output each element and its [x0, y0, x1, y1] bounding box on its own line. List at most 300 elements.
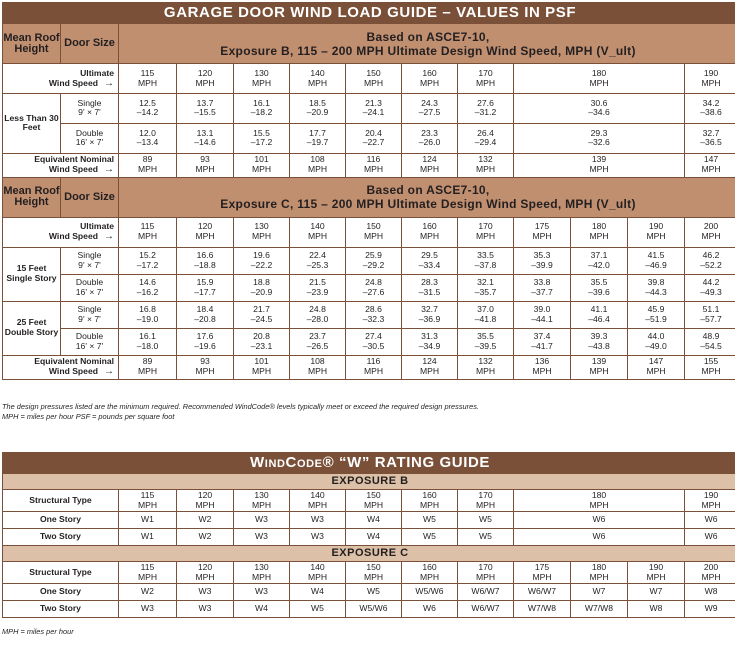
positive-pressure: 35.3 — [533, 249, 551, 260]
positive-pressure: 35.5 — [477, 330, 494, 341]
pressure-cell — [346, 274, 402, 301]
pressure-cell — [571, 247, 628, 274]
equivalent-speed-cell — [234, 153, 290, 177]
positive-pressure: 15.9 — [196, 276, 214, 287]
speed-value: 115 — [140, 221, 155, 232]
w-rating-value: W7/W8 — [584, 603, 614, 614]
speed-header-cell — [119, 217, 177, 247]
mean-roof-height-label: Mean Roof Height — [3, 31, 60, 55]
negative-pressure: –49.3 — [700, 286, 722, 297]
speed-value: 115 — [140, 561, 155, 572]
equiv-speed-value: 136 — [534, 356, 550, 367]
equiv-label-line1: Equivalent Nominal — [34, 154, 114, 165]
w-rating-cell — [290, 529, 346, 546]
speed-value: 150 — [366, 221, 381, 232]
speed-unit: MPH — [419, 366, 440, 377]
speed-value: 180 — [591, 221, 607, 232]
positive-pressure: 37.1 — [590, 249, 608, 260]
speed-header-cell — [402, 64, 458, 94]
speed-value: 150 — [366, 489, 381, 500]
speed-header-cell — [514, 217, 571, 247]
structure-name: Two Story — [40, 531, 81, 542]
speed-header-cell — [571, 562, 628, 584]
mean-roof-height-header — [3, 177, 61, 217]
pressure-cell — [685, 247, 735, 274]
positive-pressure: 32.7 — [702, 127, 720, 138]
speed-unit: MPH — [701, 231, 721, 242]
w-rating-value: W6/W7 — [527, 586, 557, 597]
pressure-cell — [177, 301, 234, 328]
speed-header-cell — [177, 490, 234, 512]
speed-value: 190 — [648, 561, 664, 572]
negative-pressure: –14.6 — [194, 137, 216, 148]
pressure-cell — [177, 94, 234, 124]
negative-pressure: –20.8 — [194, 313, 216, 324]
w-rating-cell — [234, 512, 290, 529]
basis-header — [119, 24, 735, 64]
positive-pressure: 33.5 — [477, 249, 494, 260]
pressure-cell — [290, 247, 346, 274]
positive-pressure: 33.8 — [533, 276, 551, 287]
w-rating-cell — [234, 584, 290, 601]
speed-unit: MPH — [195, 77, 215, 88]
speed-header-cell — [177, 64, 234, 94]
speed-unit: MPH — [475, 571, 496, 582]
negative-pressure: –27.6 — [362, 286, 385, 297]
roof-height-cell — [3, 94, 61, 154]
speed-unit: MPH — [251, 231, 272, 242]
positive-pressure: 21.5 — [309, 276, 326, 287]
speed-value: 180 — [591, 561, 607, 572]
structural-type-label: Structural Type — [29, 566, 92, 577]
negative-pressure: –43.8 — [588, 340, 610, 351]
structural-type-header — [3, 562, 119, 584]
positive-pressure: 15.5 — [253, 127, 270, 138]
speed-header-cell — [402, 562, 458, 584]
negative-pressure: –26.5 — [306, 340, 329, 351]
w-rating-cell — [290, 512, 346, 529]
speed-unit: MPH — [137, 571, 158, 582]
negative-pressure: –25.3 — [306, 259, 329, 270]
speed-value: 115 — [140, 67, 155, 78]
w-rating-value: W2 — [198, 514, 212, 525]
w-rating-cell — [346, 601, 402, 618]
w-rating-value: W5 — [311, 603, 324, 614]
speed-unit: MPH — [532, 571, 552, 582]
door-dimensions: 9' × 7' — [78, 313, 101, 324]
negative-pressure: –46.4 — [588, 313, 610, 324]
wind-load-guide-table — [2, 2, 735, 380]
pressure-cell — [685, 94, 735, 124]
positive-pressure: 13.1 — [196, 127, 214, 138]
equivalent-speed-cell — [685, 355, 735, 379]
equiv-speed-value: 155 — [703, 356, 719, 367]
pressure-cell — [234, 274, 290, 301]
positive-pressure: 18.4 — [196, 303, 214, 314]
equivalent-speed-cell — [119, 355, 177, 379]
speed-unit: MPH — [532, 366, 552, 377]
speed-value: 170 — [478, 67, 493, 78]
door-dimensions: 9' × 7' — [78, 259, 101, 270]
speed-unit: MPH — [195, 231, 215, 242]
equivalent-speed-cell — [628, 355, 685, 379]
speed-value: 130 — [254, 221, 269, 232]
arrow-right-icon: → — [104, 231, 114, 243]
equiv-speed-value: 101 — [254, 154, 269, 165]
w-rating-cell — [290, 601, 346, 618]
door-type: Single — [77, 97, 102, 108]
roof-height-label: 15 Feet Single Story — [6, 263, 57, 284]
negative-pressure: –16.2 — [136, 286, 159, 297]
pressure-cell — [514, 94, 685, 124]
negative-pressure: –52.2 — [700, 259, 722, 270]
positive-pressure: 51.1 — [702, 303, 720, 314]
speed-unit: MPH — [251, 499, 272, 510]
ultimate-label-line2: Wind Speed — [48, 77, 98, 88]
equiv-speed-value: 139 — [591, 154, 607, 165]
negative-pressure: –22.7 — [362, 137, 385, 148]
pressure-cell — [119, 123, 177, 153]
speed-unit: MPH — [363, 366, 384, 377]
speed-unit: MPH — [251, 77, 272, 88]
speed-header-cell — [290, 562, 346, 584]
negative-pressure: –42.0 — [588, 259, 610, 270]
positive-pressure: 16.1 — [253, 97, 270, 108]
equivalent-nominal-label — [3, 153, 119, 177]
negative-pressure: –13.4 — [136, 137, 159, 148]
w-rating-value: W8 — [704, 586, 718, 597]
w-rating-value: W3 — [141, 603, 154, 614]
speed-unit: MPH — [475, 164, 496, 175]
speed-header-cell — [685, 562, 735, 584]
w-rating-cell — [458, 601, 514, 618]
door-type: Double — [75, 330, 104, 341]
speed-unit: MPH — [589, 499, 609, 510]
speed-value: 200 — [703, 221, 719, 232]
w-rating-cell — [119, 584, 177, 601]
pressure-cell — [514, 247, 571, 274]
speed-value: 130 — [254, 561, 269, 572]
speed-header-cell — [177, 217, 234, 247]
pressure-cell — [290, 274, 346, 301]
ultimate-label-line2: Wind Speed — [48, 231, 98, 242]
speed-header-cell — [458, 562, 514, 584]
negative-pressure: –39.9 — [531, 259, 553, 270]
w-rating-value: W5/W6 — [359, 603, 388, 614]
pressure-cell — [402, 301, 458, 328]
w-rating-cell — [119, 512, 177, 529]
speed-header-cell — [458, 217, 514, 247]
pressure-cell — [685, 301, 735, 328]
pressure-cell — [402, 123, 458, 153]
w-rating-value: W6 — [704, 531, 718, 542]
negative-pressure: –39.6 — [588, 286, 610, 297]
door-type: Single — [77, 249, 102, 260]
negative-pressure: –32.6 — [588, 137, 610, 148]
w-rating-cell — [402, 529, 458, 546]
negative-pressure: –15.5 — [194, 107, 216, 118]
w-rating-cell — [514, 584, 571, 601]
speed-value: 190 — [648, 221, 664, 232]
arrow-right-icon: → — [104, 164, 114, 176]
w-rating-value: W5 — [423, 531, 436, 542]
positive-pressure: 21.7 — [253, 303, 270, 314]
negative-pressure: –44.1 — [531, 313, 553, 324]
equivalent-speed-cell — [458, 355, 514, 379]
negative-pressure: –37.7 — [531, 286, 553, 297]
w-rating-value: W4 — [311, 586, 324, 597]
pressure-cell — [290, 328, 346, 355]
speed-unit: MPH — [137, 231, 158, 242]
speed-value: 170 — [478, 221, 493, 232]
w-rating-value: W6 — [704, 514, 718, 525]
speed-unit: MPH — [137, 499, 158, 510]
speed-unit: MPH — [646, 366, 666, 377]
equivalent-speed-cell — [514, 153, 685, 177]
speed-unit: MPH — [195, 499, 215, 510]
door-type: Double — [75, 276, 104, 287]
door-dimensions: 16' × 7' — [75, 340, 104, 351]
w-rating-value: W7/W8 — [527, 603, 557, 614]
pressure-cell — [119, 301, 177, 328]
structure-name: One Story — [39, 586, 82, 597]
speed-value: 150 — [366, 67, 381, 78]
equivalent-speed-cell — [346, 153, 402, 177]
w-rating-value: W6/W7 — [471, 586, 500, 597]
equiv-speed-value: 93 — [200, 154, 210, 165]
w-rating-cell — [346, 529, 402, 546]
negative-pressure: –26.0 — [418, 137, 441, 148]
speed-value: 190 — [703, 489, 719, 500]
speed-value: 115 — [140, 489, 155, 500]
equiv-speed-value: 93 — [200, 356, 210, 367]
positive-pressure: 41.5 — [647, 249, 665, 260]
w-rating-cell — [177, 512, 234, 529]
pressure-cell — [346, 301, 402, 328]
speed-header-cell — [628, 562, 685, 584]
negative-pressure: –51.9 — [645, 313, 667, 324]
pressure-cell — [628, 247, 685, 274]
negative-pressure: –23.1 — [250, 340, 273, 351]
speed-value: 130 — [254, 67, 269, 78]
door-type: Single — [77, 303, 102, 314]
negative-pressure: –36.9 — [418, 313, 441, 324]
negative-pressure: –24.5 — [250, 313, 273, 324]
pressure-cell — [346, 247, 402, 274]
positive-pressure: 18.8 — [253, 276, 270, 287]
pressure-cell — [177, 274, 234, 301]
w-rating-cell — [458, 529, 514, 546]
pressure-cell — [402, 328, 458, 355]
negative-pressure: –41.8 — [474, 313, 497, 324]
pressure-cell — [514, 123, 685, 153]
w-rating-cell — [346, 512, 402, 529]
speed-value: 160 — [422, 221, 437, 232]
negative-pressure: –38.6 — [700, 107, 722, 118]
speed-value: 170 — [478, 489, 493, 500]
pressure-cell — [402, 247, 458, 274]
speed-header-cell — [458, 490, 514, 512]
basis-line-2: Exposure C, 115 – 200 MPH Ultimate Design Wind Speed, MPH (V_ult) — [220, 197, 636, 212]
exposure-label: EXPOSURE B — [331, 475, 409, 487]
positive-pressure: 12.0 — [139, 127, 156, 138]
w-rating-cell — [514, 512, 685, 529]
positive-pressure: 31.3 — [421, 330, 438, 341]
speed-header-cell — [346, 64, 402, 94]
ultimate-wind-speed-label — [3, 217, 119, 247]
negative-pressure: –31.5 — [418, 286, 441, 297]
equiv-speed-value: 132 — [478, 356, 493, 367]
speed-unit: MPH — [589, 366, 609, 377]
roof-height-label: Less Than 30 Feet — [4, 112, 59, 133]
speed-unit: MPH — [363, 231, 384, 242]
equiv-speed-value: 116 — [366, 154, 381, 165]
w-rating-cell — [628, 584, 685, 601]
exposure-band — [3, 546, 735, 562]
ultimate-wind-speed-label — [3, 64, 119, 94]
door-type-cell — [61, 94, 119, 124]
speed-header-cell — [685, 217, 735, 247]
speed-header-cell — [119, 562, 177, 584]
negative-pressure: –29.2 — [362, 259, 385, 270]
positive-pressure: 39.8 — [647, 276, 665, 287]
speed-header-cell — [402, 217, 458, 247]
speed-header-cell — [571, 217, 628, 247]
equiv-speed-value: 147 — [703, 154, 719, 165]
equiv-speed-value: 89 — [142, 154, 153, 165]
structure-name-cell — [3, 512, 119, 529]
roof-height-cell — [3, 301, 61, 355]
speed-header-cell — [628, 217, 685, 247]
positive-pressure: 23.3 — [421, 127, 438, 138]
w-rating-value: W6 — [592, 514, 606, 525]
negative-pressure: –17.2 — [136, 259, 159, 270]
w-rating-value: W7 — [592, 586, 606, 597]
speed-header-cell — [514, 562, 571, 584]
basis-header — [119, 177, 735, 217]
pressure-cell — [514, 301, 571, 328]
speed-unit: MPH — [251, 366, 272, 377]
positive-pressure: 17.6 — [196, 330, 214, 341]
footnote-mph: MPH = miles per hour — [2, 627, 74, 636]
w-rating-cell — [458, 512, 514, 529]
speed-unit: MPH — [475, 366, 496, 377]
positive-pressure: 27.4 — [365, 330, 382, 341]
speed-header-cell — [119, 64, 177, 94]
speed-header-cell — [290, 217, 346, 247]
speed-value: 160 — [422, 489, 437, 500]
speed-value: 140 — [310, 489, 325, 500]
w-rating-value: W5 — [479, 514, 492, 525]
equiv-speed-value: 108 — [310, 154, 325, 165]
equiv-speed-value: 147 — [648, 356, 664, 367]
speed-value: 175 — [534, 221, 550, 232]
door-type-cell — [61, 274, 119, 301]
structure-name-cell — [3, 529, 119, 546]
negative-pressure: –32.3 — [362, 313, 385, 324]
pressure-cell — [628, 301, 685, 328]
speed-header-cell — [234, 64, 290, 94]
equivalent-speed-cell — [290, 355, 346, 379]
pressure-cell — [685, 123, 735, 153]
speed-unit: MPH — [475, 499, 496, 510]
negative-pressure: –18.0 — [136, 340, 159, 351]
equiv-label-line2: Wind Speed — [48, 366, 98, 377]
positive-pressure: 28.6 — [365, 303, 382, 314]
door-dimensions: 9' × 7' — [78, 107, 101, 118]
negative-pressure: –33.4 — [418, 259, 441, 270]
speed-header-cell — [514, 490, 685, 512]
w-rating-value: W1 — [141, 514, 154, 525]
w-rating-cell — [685, 584, 735, 601]
pressure-cell — [402, 94, 458, 124]
w-rating-guide-table — [2, 452, 735, 618]
equivalent-speed-cell — [685, 153, 735, 177]
speed-header-cell — [685, 64, 735, 94]
door-dimensions: 16' × 7' — [75, 286, 104, 297]
door-size-label: Door Size — [64, 37, 115, 49]
equivalent-speed-cell — [402, 153, 458, 177]
positive-pressure: 18.5 — [309, 97, 326, 108]
w-rating-value: W4 — [367, 531, 380, 542]
w-rating-cell — [514, 529, 685, 546]
pressure-cell — [571, 301, 628, 328]
w-rating-cell — [119, 601, 177, 618]
negative-pressure: –30.5 — [362, 340, 385, 351]
structural-type-label: Structural Type — [29, 494, 92, 505]
negative-pressure: –14.2 — [136, 107, 159, 118]
negative-pressure: –39.5 — [474, 340, 497, 351]
positive-pressure: 37.4 — [533, 330, 551, 341]
speed-value: 160 — [422, 561, 437, 572]
negative-pressure: –34.9 — [418, 340, 441, 351]
equivalent-speed-cell — [177, 153, 234, 177]
pressure-cell — [346, 123, 402, 153]
speed-value: 140 — [310, 67, 325, 78]
w-rating-cell — [346, 584, 402, 601]
positive-pressure: 24.8 — [365, 276, 382, 287]
positive-pressure: 29.3 — [590, 127, 608, 138]
positive-pressure: 21.3 — [365, 97, 382, 108]
door-size-header — [61, 177, 119, 217]
speed-unit: MPH — [137, 77, 158, 88]
speed-value: 140 — [310, 221, 325, 232]
equiv-label-line1: Equivalent Nominal — [34, 356, 114, 367]
speed-unit: MPH — [419, 77, 440, 88]
speed-unit: MPH — [701, 499, 721, 510]
arrow-right-icon: → — [104, 77, 114, 89]
positive-pressure: 24.3 — [421, 97, 438, 108]
speed-unit: MPH — [589, 231, 609, 242]
positive-pressure: 46.2 — [702, 249, 720, 260]
equivalent-speed-cell — [458, 153, 514, 177]
negative-pressure: –27.5 — [418, 107, 441, 118]
ultimate-label-line1: Ultimate — [80, 221, 114, 232]
pressure-cell — [119, 247, 177, 274]
speed-unit: MPH — [419, 499, 440, 510]
w-rating-value: W5 — [423, 514, 436, 525]
basis-line-1: Based on ASCE7-10, — [366, 183, 490, 198]
positive-pressure: 48.9 — [702, 330, 720, 341]
speed-unit: MPH — [646, 231, 666, 242]
speed-unit: MPH — [532, 231, 552, 242]
equiv-label-line2: Wind Speed — [48, 164, 98, 175]
speed-unit: MPH — [363, 77, 384, 88]
equiv-speed-value: 89 — [142, 356, 153, 367]
speed-header-cell — [458, 64, 514, 94]
w-rating-value: W4 — [255, 603, 268, 614]
door-type-cell — [61, 328, 119, 355]
